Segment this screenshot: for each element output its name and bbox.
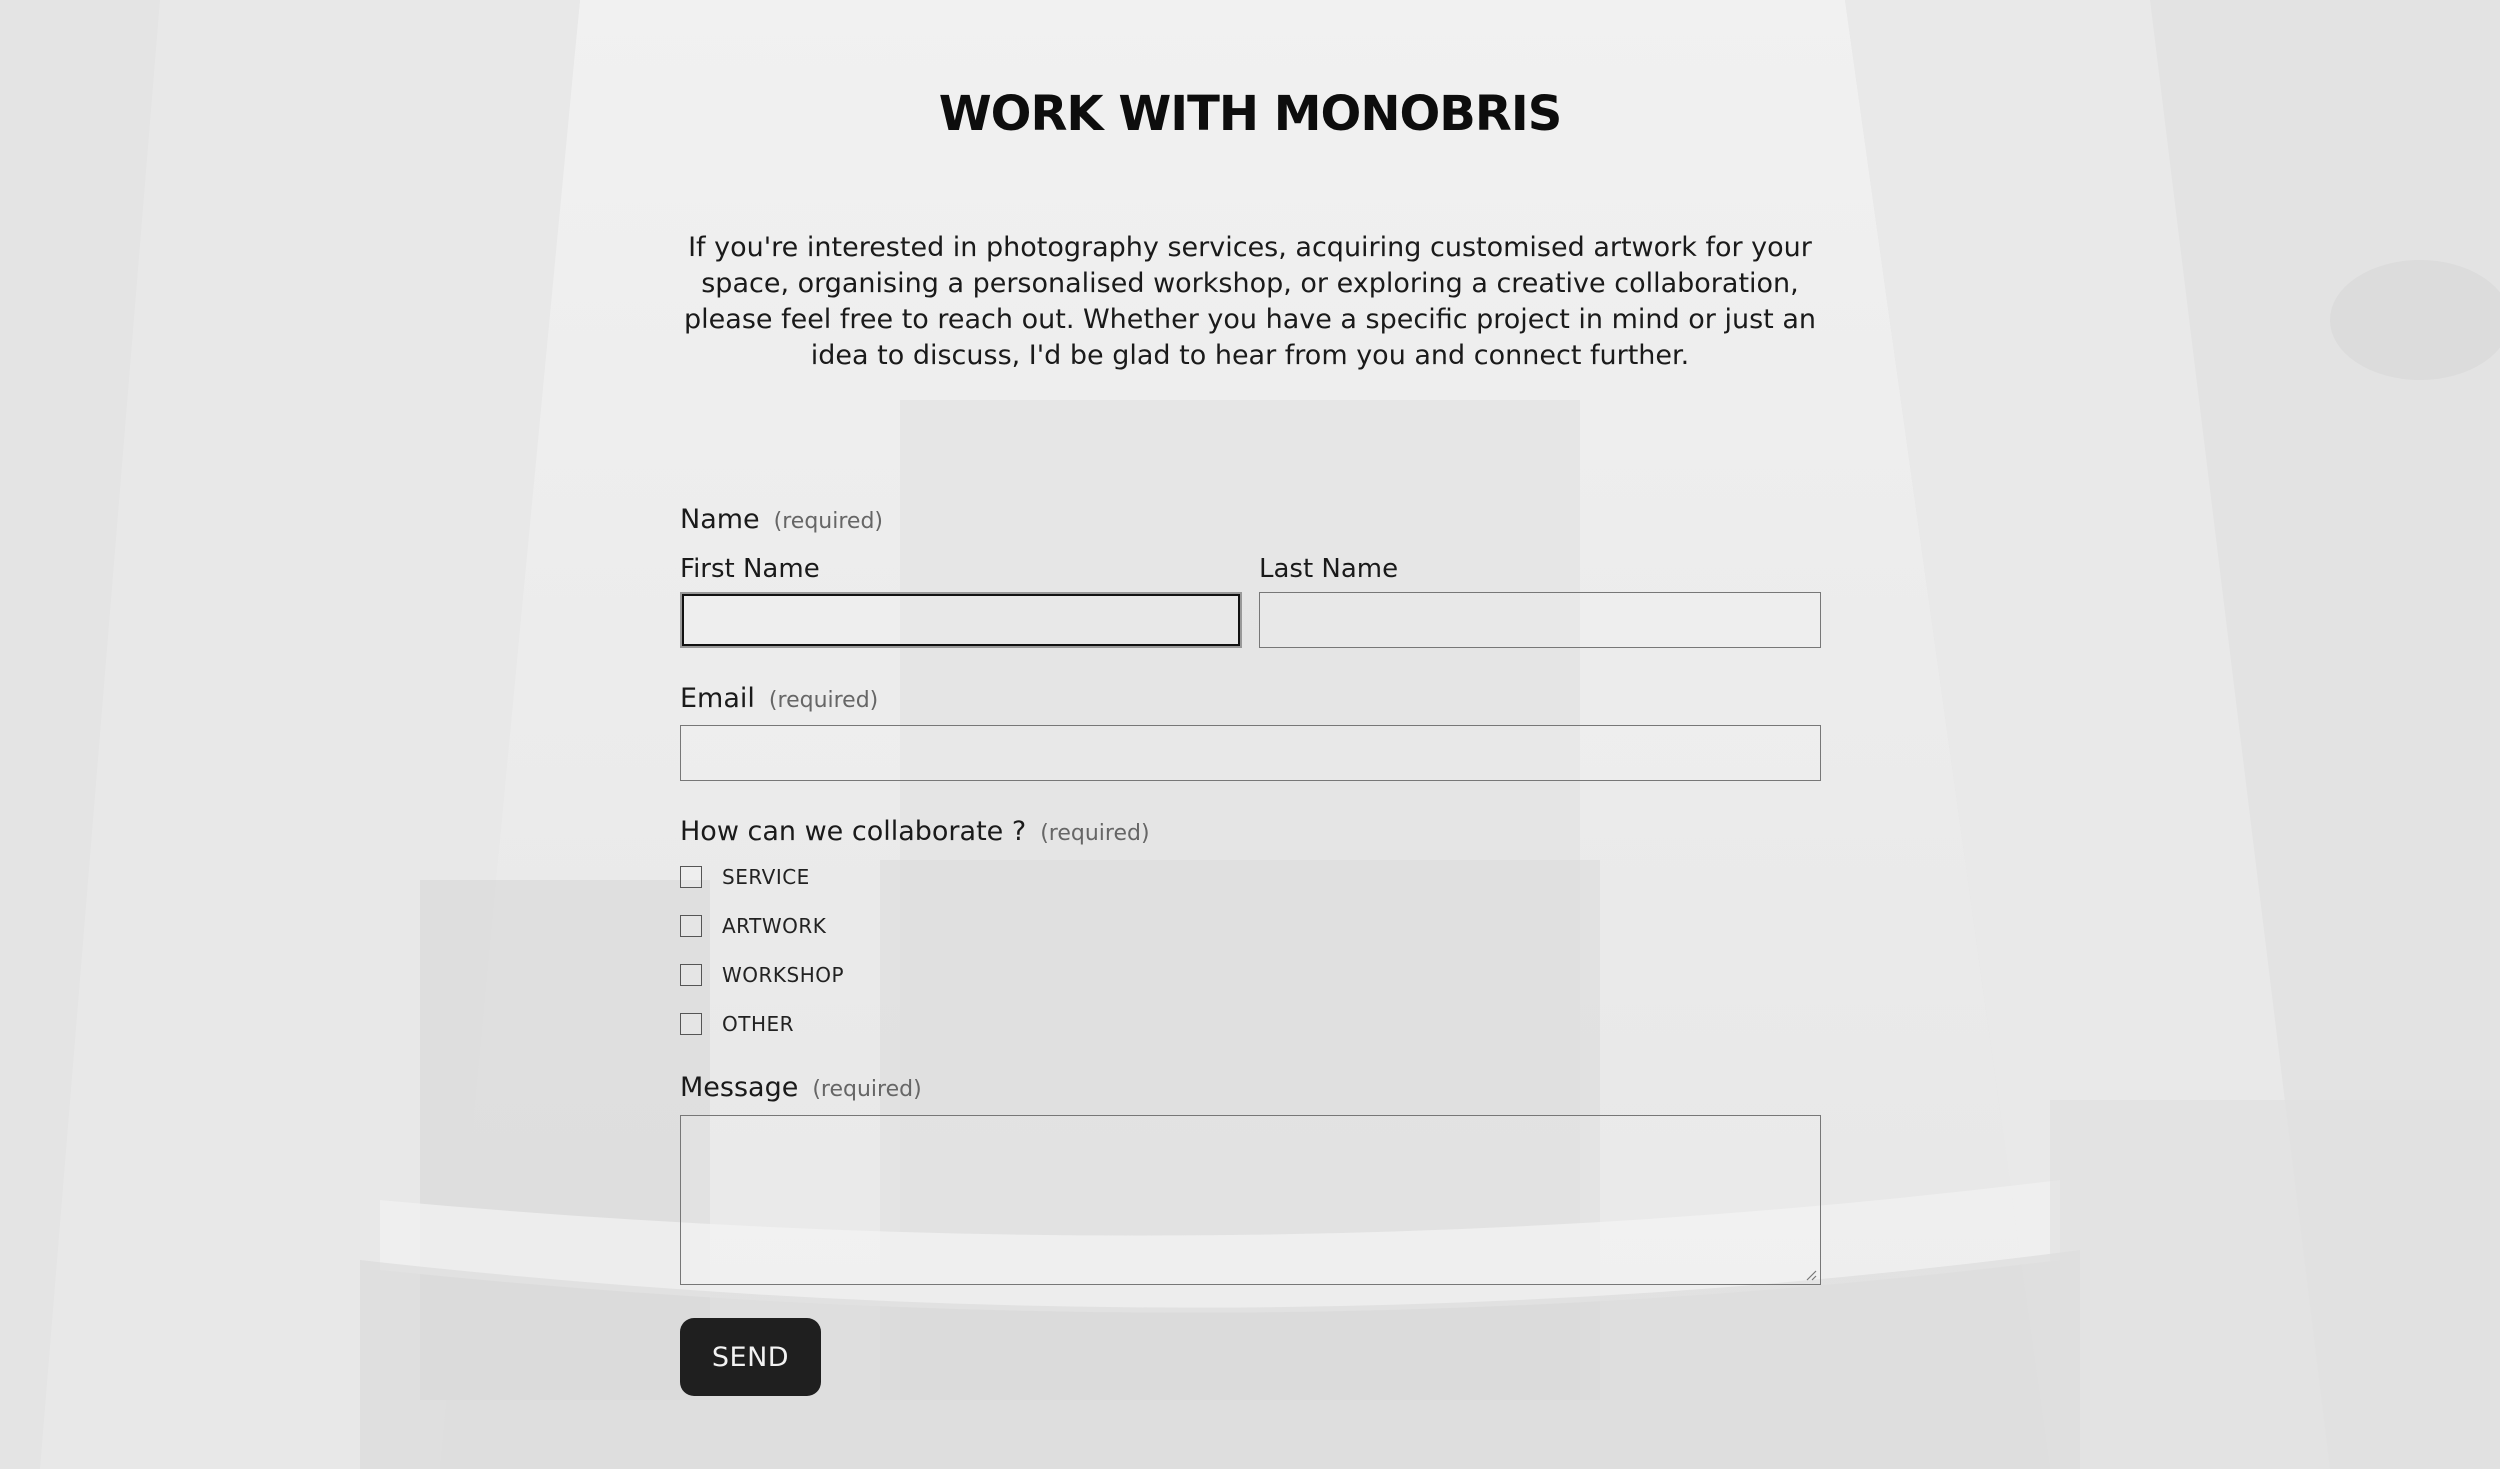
- artwork-label[interactable]: ARTWORK: [722, 914, 827, 938]
- collaborate-label: How can we collaborate ?: [680, 816, 1027, 847]
- option-workshop[interactable]: [680, 962, 844, 988]
- name-required: (required): [773, 509, 884, 534]
- artwork-checkbox[interactable]: [680, 915, 702, 937]
- collaborate-required: (required): [1040, 821, 1150, 846]
- option-service[interactable]: [680, 864, 810, 890]
- service-label[interactable]: SERVICE: [722, 865, 810, 889]
- message-label: Message: [680, 1072, 799, 1103]
- workshop-checkbox[interactable]: [680, 964, 702, 986]
- collaborate-group-label: [680, 816, 1150, 847]
- option-other[interactable]: [680, 1011, 794, 1037]
- first-name-input[interactable]: [680, 592, 1242, 648]
- email-group-label: [680, 683, 878, 714]
- first-name-label: First Name: [680, 554, 820, 584]
- option-artwork[interactable]: [680, 913, 826, 939]
- last-name-label: Last Name: [1259, 554, 1399, 584]
- message-required: (required): [812, 1077, 922, 1102]
- message-group-label: [680, 1072, 922, 1103]
- other-label[interactable]: OTHER: [722, 1012, 795, 1036]
- other-checkbox[interactable]: [680, 1013, 702, 1035]
- send-button[interactable]: SEND: [680, 1318, 821, 1396]
- service-checkbox[interactable]: [680, 866, 702, 888]
- page-title: WORK WITH MONOBRIS: [938, 86, 1562, 142]
- email-input[interactable]: [680, 725, 1821, 781]
- email-label: Email: [680, 683, 755, 714]
- last-name-input[interactable]: [1259, 592, 1821, 648]
- name-group-label: [680, 504, 883, 535]
- workshop-label[interactable]: WORKSHOP: [722, 963, 845, 987]
- resize-grip-icon[interactable]: [1805, 1269, 1817, 1281]
- name-label: Name: [680, 504, 760, 535]
- email-required: (required): [768, 688, 879, 713]
- message-textarea[interactable]: [680, 1115, 1821, 1285]
- intro-text: If you're interested in photography services, acquiring customised artwork for your space, organising a personalised workshop, or exploring a creative collaboration, please feel free to reach out. Whether you have a specific project in mind or just an idea to discuss, I'd be glad to hear from you and connect further.: [684, 232, 1816, 371]
